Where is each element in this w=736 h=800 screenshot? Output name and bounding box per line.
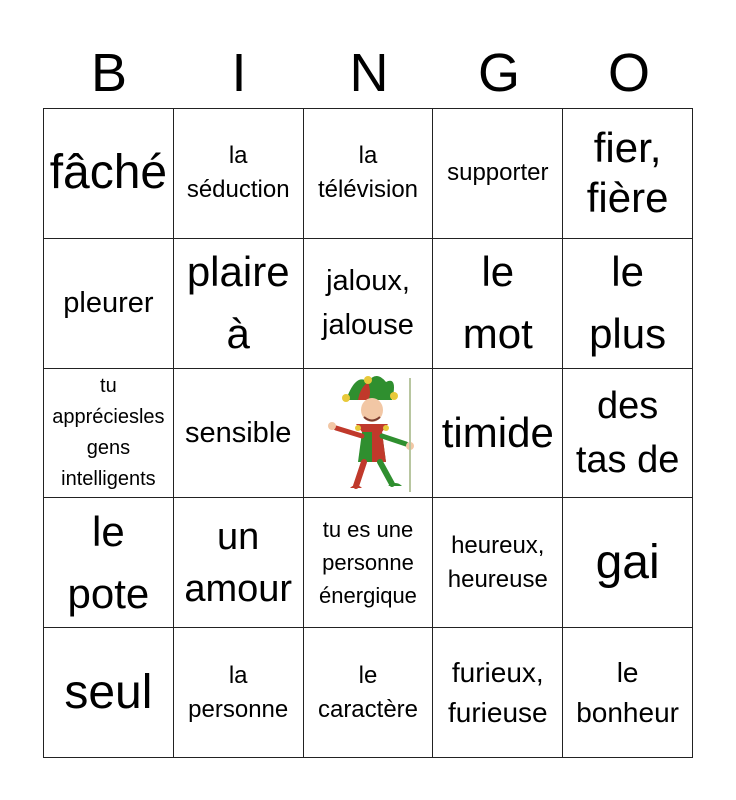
- bingo-cell[interactable]: [44, 628, 174, 758]
- bingo-grid: [43, 108, 693, 758]
- cell-text: gai: [595, 535, 660, 589]
- bingo-cell[interactable]: [563, 109, 693, 239]
- cell-text: sensible: [184, 416, 292, 449]
- cell-text: pleurer: [63, 287, 154, 320]
- cell-text: le mot: [462, 248, 533, 358]
- header-letter-i: I: [231, 43, 247, 103]
- bingo-cell[interactable]: [174, 109, 304, 239]
- bingo-cell[interactable]: [174, 239, 304, 369]
- jester-icon: [306, 370, 430, 496]
- cell-text: la personne: [188, 661, 289, 723]
- bingo-cell[interactable]: [433, 498, 563, 628]
- bingo-cell[interactable]: [44, 239, 174, 369]
- cell-text: un amour: [184, 515, 293, 610]
- bingo-cell[interactable]: [433, 239, 563, 369]
- cell-text: seul: [64, 665, 153, 719]
- cell-text: furieux, furieuse: [447, 656, 548, 728]
- cell-text: la télévision: [317, 142, 419, 204]
- cell-text: le plus: [589, 248, 667, 358]
- header-letter-g: G: [477, 43, 520, 103]
- bingo-cell[interactable]: [174, 498, 304, 628]
- bingo-cell[interactable]: [304, 239, 434, 369]
- bingo-cell[interactable]: [44, 369, 174, 499]
- bingo-header: [44, 38, 694, 108]
- bingo-cell[interactable]: [433, 109, 563, 239]
- cell-text: timide: [441, 408, 554, 456]
- cell-text: jaloux, jalouse: [322, 265, 414, 342]
- header-letter-n: N: [349, 43, 389, 103]
- bingo-cell[interactable]: [433, 628, 563, 758]
- bingo-cell[interactable]: [44, 498, 174, 628]
- cell-text: la séduction: [186, 142, 290, 204]
- bingo-cell[interactable]: [304, 498, 434, 628]
- cell-text: fâché: [49, 146, 168, 200]
- bingo-cell[interactable]: [304, 628, 434, 758]
- bingo-cell[interactable]: [174, 369, 304, 499]
- cell-text: fier, fière: [586, 124, 669, 222]
- cell-text: le pote: [67, 507, 150, 617]
- bingo-cell[interactable]: [433, 369, 563, 499]
- bingo-cell[interactable]: [563, 498, 693, 628]
- header-letter-o: O: [607, 43, 650, 103]
- cell-text: le bonheur: [576, 656, 679, 728]
- cell-text: tu es une personne énergique: [319, 517, 417, 609]
- bingo-cell[interactable]: [563, 628, 693, 758]
- cell-text: plaire à: [186, 248, 290, 358]
- cell-text: le caractère: [317, 661, 419, 723]
- cell-text: tu appréciesles gens intelligents: [52, 374, 165, 490]
- bingo-cell[interactable]: [563, 239, 693, 369]
- bingo-cell[interactable]: [44, 109, 174, 239]
- free-space-cell[interactable]: [304, 369, 434, 499]
- cell-text: des tas de: [575, 384, 680, 481]
- cell-text: heureux, heureuse: [447, 531, 548, 593]
- cell-text: supporter: [447, 159, 549, 187]
- bingo-cell[interactable]: [563, 369, 693, 499]
- bingo-cell[interactable]: [174, 628, 304, 758]
- bingo-cell[interactable]: [304, 109, 434, 239]
- header-letter-b: B: [90, 43, 128, 103]
